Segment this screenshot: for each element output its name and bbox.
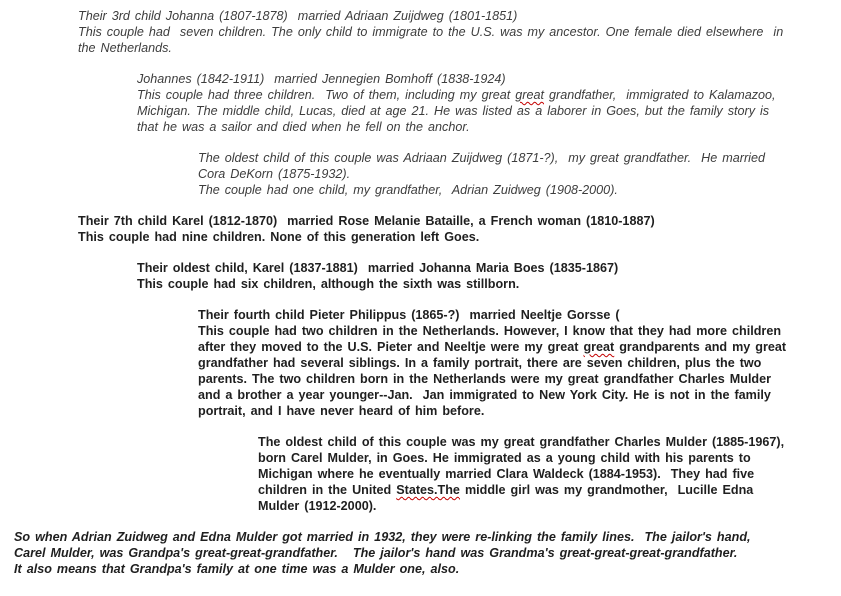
text-line: Johannes (1842-1911) married Jennegien Bomhoff (1838-1924) xyxy=(137,72,506,86)
paragraph-pieter-philippus-gorsse xyxy=(198,307,841,419)
text-line: Cora DeKorn (1875-1932). xyxy=(198,167,351,181)
text-line: and a brother a year younger--Jan. Jan immigrated to New York City. He is not in the family xyxy=(198,388,771,402)
document-content xyxy=(0,8,841,577)
text-line: This couple had six children, although the sixth was stillborn. xyxy=(137,277,520,291)
text-line: The oldest child of this couple was my great grandfather Charles Mulder (1885-1967), xyxy=(258,435,785,449)
text-line: born Carel Mulder, in Goes. He immigrated as a young child with his parents to xyxy=(258,451,751,465)
text-line: This couple had seven children. The only child to immigrate to the U.S. was my ancestor. One female died elsewhere in xyxy=(78,25,784,39)
paragraph-adriaan-zuijdweg-dekorn xyxy=(198,150,841,198)
text-line: This couple had nine children. None of this generation left Goes. xyxy=(78,230,480,244)
spellcheck-squiggle-word: great xyxy=(515,88,544,102)
text-line: after they moved to the U.S. Pieter and Neeltje were my great great grandparents and my great xyxy=(198,340,787,354)
text-line: The couple had one child, my grandfather, Adrian Zuidweg (1908-2000). xyxy=(198,183,618,197)
text-line: parents. The two children born in the Netherlands were my great grandfather Charles Mulder xyxy=(198,372,772,386)
text-line: children in the United States.The middle girl was my grandmother, Lucille Edna xyxy=(258,483,754,497)
text-line: So when Adrian Zuidweg and Edna Mulder got married in 1932, they were re-linking the family lines. The jailor's hand, xyxy=(14,530,751,544)
text-line: Mulder (1912-2000). xyxy=(258,499,377,513)
text-line: The oldest child of this couple was Adriaan Zuijdweg (1871-?), my great grandfather. He married xyxy=(198,151,765,165)
spellcheck-squiggle-word: States.The xyxy=(396,483,460,497)
text-line: Their 3rd child Johanna (1807-1878) married Adriaan Zuijdweg (1801-1851) xyxy=(78,9,518,23)
text-line: that he was a sailor and died when he fell on the anchor. xyxy=(137,120,470,134)
text-line: It also means that Grandpa's family at one time was a Mulder one, also. xyxy=(14,562,460,576)
text-line: Their oldest child, Karel (1837-1881) married Johanna Maria Boes (1835-1867) xyxy=(137,261,619,275)
text-line: This couple had three children. Two of them, including my great great grandfather, immigrated to Kalamazoo, xyxy=(137,88,776,102)
text-line: portrait, and I have never heard of him before. xyxy=(198,404,485,418)
text-line: Carel Mulder, was Grandpa's great-great-grandfather. The jailor's hand was Grandma's great-great-great-grandfather. xyxy=(14,546,738,560)
paragraph-johannes-bomhoff xyxy=(137,71,841,135)
spellcheck-squiggle-word: great xyxy=(583,340,615,354)
text-line: Michigan. The middle child, Lucas, died at age 21. He was listed as a laborer in Goes, but the family story is xyxy=(137,104,770,118)
text-line: Michigan where he eventually married Clara Waldeck (1884-1953). They had five xyxy=(258,467,755,481)
text-line: grandfather had several siblings. In a family portrait, there are seven children, plus the two xyxy=(198,356,762,370)
text-line: This couple had two children in the Netherlands. However, I know that they had more children xyxy=(198,324,782,338)
paragraph-karel-bataille xyxy=(78,213,841,245)
paragraph-charles-mulder-waldeck xyxy=(258,434,841,514)
text-line: the Netherlands. xyxy=(78,41,172,55)
paragraph-conclusion-relinking xyxy=(14,529,841,577)
paragraph-karel-boes xyxy=(137,260,841,292)
paragraph-johanna-zuijdweg xyxy=(78,8,841,56)
text-line: Their 7th child Karel (1812-1870) married Rose Melanie Bataille, a French woman (1810-1887) xyxy=(78,214,655,228)
text-line: Their fourth child Pieter Philippus (1865-?) married Neeltje Gorsse ( xyxy=(198,308,620,322)
